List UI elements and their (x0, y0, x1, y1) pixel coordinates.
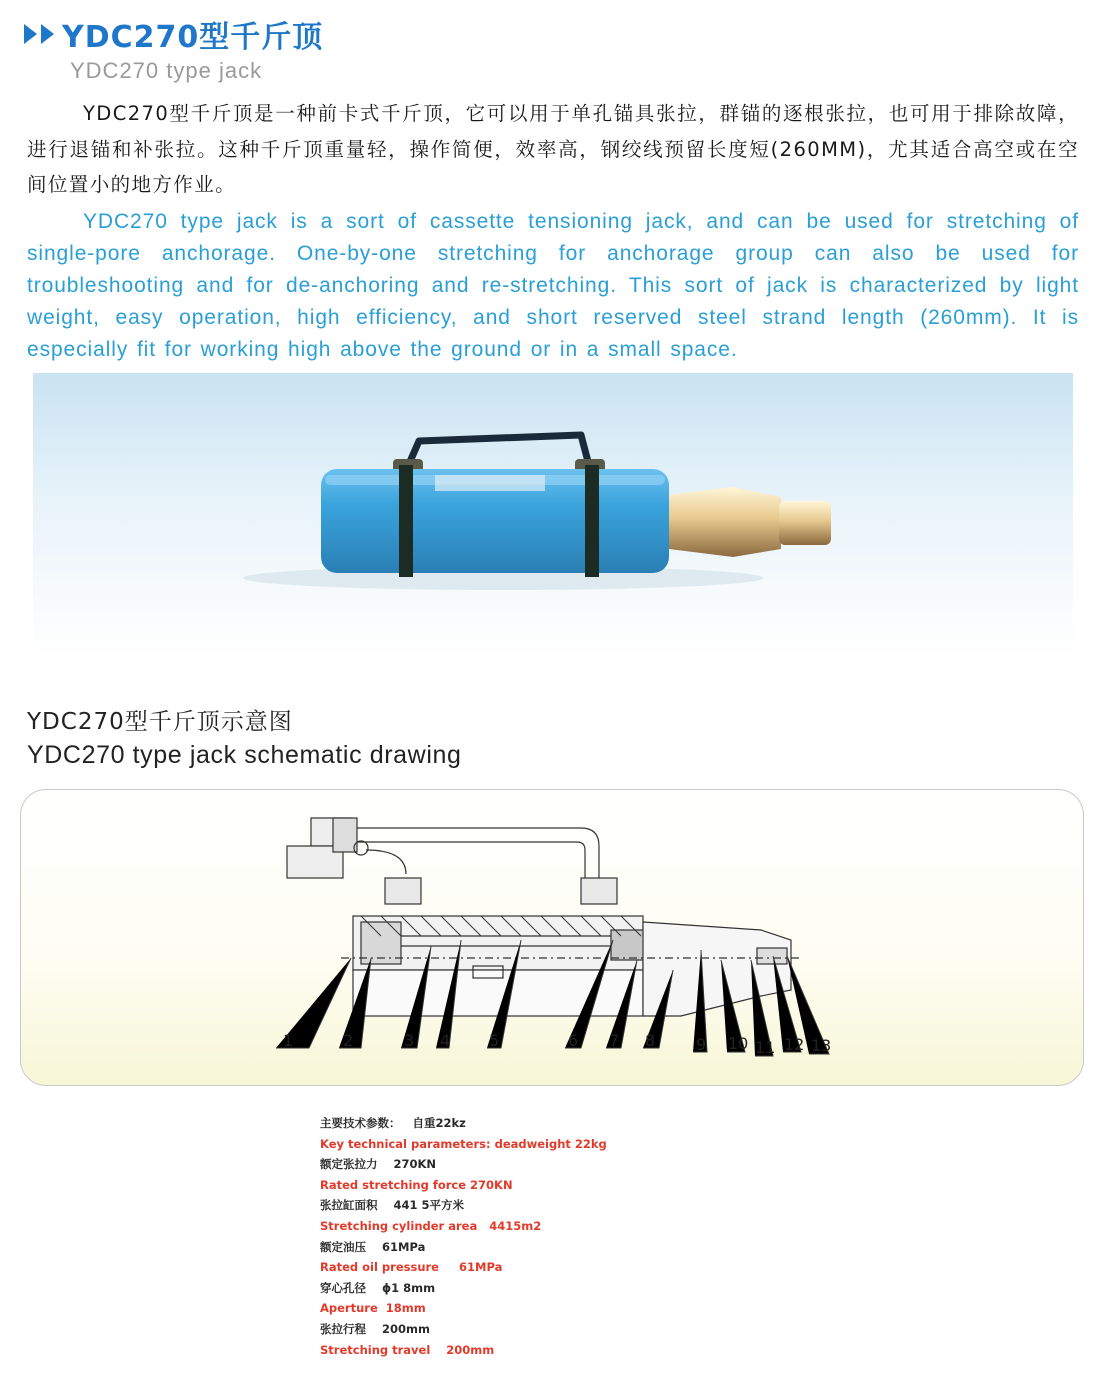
product-photo (33, 373, 1073, 659)
schematic-title-en: YDC270 type jack schematic drawing (27, 741, 462, 769)
page-subtitle: YDC270 type jack (70, 58, 263, 83)
part-label: 12 (784, 1035, 805, 1054)
part-label: 10 (728, 1034, 749, 1053)
param-cn: 张拉缸面积 441 5平方米 (320, 1198, 465, 1213)
param-cn: 额定油压 61MPa (320, 1239, 426, 1254)
param-en: Aperture 18mm (320, 1301, 426, 1316)
double-arrow-icon (24, 24, 54, 44)
page-header (24, 12, 323, 56)
intro-english: YDC270 type jack is a sort of cassette tensioning jack, and can be used for stretching of single-pore anchorage. One-by-one stretching for anchorage group can also be used for troubleshooting and for de-anchoring and re-stretching. This sort of jack is characterized by light weight, easy operation, high efficiency, and short reserved steel strand length (260mm). It is especially fit for working high above the ground or in a small space. (27, 210, 1079, 361)
intro-chinese: YDC270型千斤顶是一种前卡式千斤顶，它可以用于单孔锚具张拉，群锚的逐根张拉，也可用于排除故障，进行退锚和补张拉。这种千斤顶重量轻，操作简便，效率高，钢绞线预留长度短(260MM)，尤其适合高空或在空间位置小的地方作业。 (27, 102, 1079, 196)
part-label: 9 (696, 1035, 707, 1054)
param-en: Stretching travel 200mm (320, 1342, 495, 1357)
param-cn: 主要技术参数： 自重22kz (320, 1116, 466, 1130)
part-label: 6 (568, 1031, 579, 1050)
part-label: 11 (755, 1038, 776, 1057)
part-label: 3 (404, 1031, 415, 1050)
param-cn: 穿心孔径 ϕ1 8mm (320, 1280, 436, 1295)
jack-illustration (33, 373, 1073, 659)
param-cn: 张拉行程 200mm (320, 1321, 430, 1336)
part-label: 13 (811, 1036, 832, 1055)
schematic-drawing (21, 790, 1083, 1085)
schematic-panel (20, 789, 1084, 1086)
param-en: Rated stretching force 270KN (320, 1177, 513, 1192)
part-label: 7 (609, 1031, 620, 1050)
param-en: Rated oil pressure 61MPa (320, 1260, 503, 1275)
technical-parameters (320, 1113, 607, 1360)
param-cn: 额定张拉力 270KN (320, 1157, 437, 1172)
param-en: Stretching cylinder area 4415m2 (320, 1218, 542, 1233)
page-title: YDC270型千斤顶 (62, 20, 324, 55)
part-label: 1 (283, 1031, 294, 1050)
param-en: Key technical parameters: deadweight 22kg (320, 1136, 607, 1151)
part-label: 2 (343, 1031, 354, 1050)
part-label: 8 (645, 1031, 656, 1050)
schematic-title-cn: YDC270型千斤顶示意图 (27, 709, 293, 735)
part-label: 4 (440, 1031, 451, 1050)
part-label: 5 (489, 1031, 500, 1050)
